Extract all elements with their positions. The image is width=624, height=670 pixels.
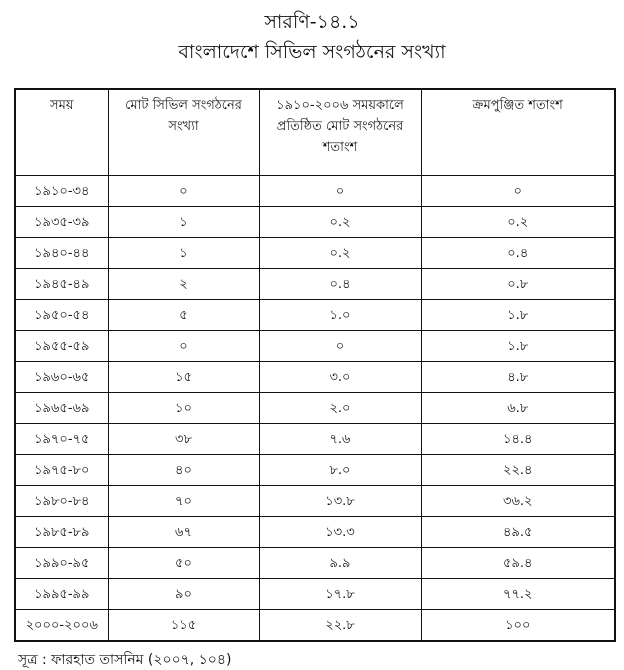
cell-total-count: ৩৮ — [108, 424, 259, 455]
table-row — [15, 486, 615, 517]
cell-total-count: ৯০ — [108, 579, 259, 610]
cell-total-count: ১০ — [108, 393, 259, 424]
cell-period: ১৯১০-৩৪ — [15, 176, 108, 207]
cell-period: ১৯৫৫-৫৯ — [15, 331, 108, 362]
cell-cumulative-percent: ১৪.৪ — [421, 424, 615, 455]
cell-cumulative-percent: ৭৭.২ — [421, 579, 615, 610]
table-row — [15, 579, 615, 610]
cell-percent: ৭.৬ — [259, 424, 421, 455]
cell-percent: ১৩.৩ — [259, 517, 421, 548]
cell-percent: ১৩.৮ — [259, 486, 421, 517]
table-row — [15, 238, 615, 269]
table-number: সারণি-১৪.১ — [264, 11, 360, 33]
header-cumulative-percent: ক্রমপুঞ্জিত শতাংশ — [421, 89, 615, 176]
cell-percent: ০.৪ — [259, 269, 421, 300]
cell-percent: ২২.৮ — [259, 610, 421, 642]
cell-cumulative-percent: ১০০ — [421, 610, 615, 642]
cell-percent: ২.০ — [259, 393, 421, 424]
cell-total-count: ২ — [108, 269, 259, 300]
table-row — [15, 331, 615, 362]
table-body — [15, 176, 615, 642]
cell-total-count: ০ — [108, 176, 259, 207]
cell-cumulative-percent: ৬.৮ — [421, 393, 615, 424]
cell-total-count: ০ — [108, 331, 259, 362]
cell-total-count: ৬৭ — [108, 517, 259, 548]
cell-cumulative-percent: ১.৮ — [421, 331, 615, 362]
table-row — [15, 610, 615, 642]
table-row — [15, 455, 615, 486]
cell-cumulative-percent: ৫৯.৪ — [421, 548, 615, 579]
header-total-count: মোট সিভিল সংগঠনের সংখ্যা — [108, 89, 259, 176]
table-row — [15, 362, 615, 393]
cell-period: ১৯৭০-৭৫ — [15, 424, 108, 455]
cell-percent: ০ — [259, 331, 421, 362]
cell-period: ১৯৮৫-৮৯ — [15, 517, 108, 548]
table-row — [15, 424, 615, 455]
source-note: সূত্র : ফারহাত তাসনিম (২০০৭, ১০৪) — [18, 652, 232, 668]
cell-percent: ৮.০ — [259, 455, 421, 486]
header-percent: ১৯১০-২০০৬ সময়কালে প্রতিষ্ঠিত মোট সংগঠনের শতাংশ — [259, 89, 421, 176]
table-row — [15, 269, 615, 300]
table-row — [15, 300, 615, 331]
cell-cumulative-percent: ৪৯.৫ — [421, 517, 615, 548]
cell-total-count: ১ — [108, 238, 259, 269]
cell-percent: ৩.০ — [259, 362, 421, 393]
cell-total-count: ১৫ — [108, 362, 259, 393]
cell-percent: ১৭.৮ — [259, 579, 421, 610]
cell-period: ১৯৬০-৬৫ — [15, 362, 108, 393]
cell-period: ১৯৫০-৫৪ — [15, 300, 108, 331]
cell-cumulative-percent: ০.২ — [421, 207, 615, 238]
cell-period: ১৯৪৫-৪৯ — [15, 269, 108, 300]
cell-period: ১৯৬৫-৬৯ — [15, 393, 108, 424]
cell-total-count: ১১৫ — [108, 610, 259, 642]
table-row — [15, 207, 615, 238]
cell-cumulative-percent: ০.৮ — [421, 269, 615, 300]
cell-total-count: ৫০ — [108, 548, 259, 579]
cell-period: ১৯৩৫-৩৯ — [15, 207, 108, 238]
cell-cumulative-percent: ৪.৮ — [421, 362, 615, 393]
cell-cumulative-percent: ২২.৪ — [421, 455, 615, 486]
cell-period: ১৯৪০-৪৪ — [15, 238, 108, 269]
cell-cumulative-percent: ৩৬.২ — [421, 486, 615, 517]
table-title: বাংলাদেশে সিভিল সংগঠনের সংখ্যা — [178, 41, 446, 63]
cell-period: ২০০০-২০০৬ — [15, 610, 108, 642]
cell-period: ১৯৯৫-৯৯ — [15, 579, 108, 610]
cell-total-count: ৪০ — [108, 455, 259, 486]
table-row — [15, 393, 615, 424]
cell-total-count: ১ — [108, 207, 259, 238]
header-period: সময় — [15, 89, 108, 176]
header-row — [15, 89, 615, 176]
civil-organizations-table — [14, 88, 616, 642]
cell-cumulative-percent: ১.৮ — [421, 300, 615, 331]
cell-cumulative-percent: ০.৪ — [421, 238, 615, 269]
cell-percent: ০.২ — [259, 238, 421, 269]
table-row — [15, 176, 615, 207]
cell-cumulative-percent: ০ — [421, 176, 615, 207]
cell-percent: ০.২ — [259, 207, 421, 238]
cell-total-count: ৭০ — [108, 486, 259, 517]
cell-percent: ১.০ — [259, 300, 421, 331]
cell-period: ১৯৭৫-৮০ — [15, 455, 108, 486]
cell-total-count: ৫ — [108, 300, 259, 331]
cell-percent: ০ — [259, 176, 421, 207]
cell-percent: ৯.৯ — [259, 548, 421, 579]
table-row — [15, 517, 615, 548]
table-row — [15, 548, 615, 579]
cell-period: ১৯৮০-৮৪ — [15, 486, 108, 517]
cell-period: ১৯৯০-৯৫ — [15, 548, 108, 579]
